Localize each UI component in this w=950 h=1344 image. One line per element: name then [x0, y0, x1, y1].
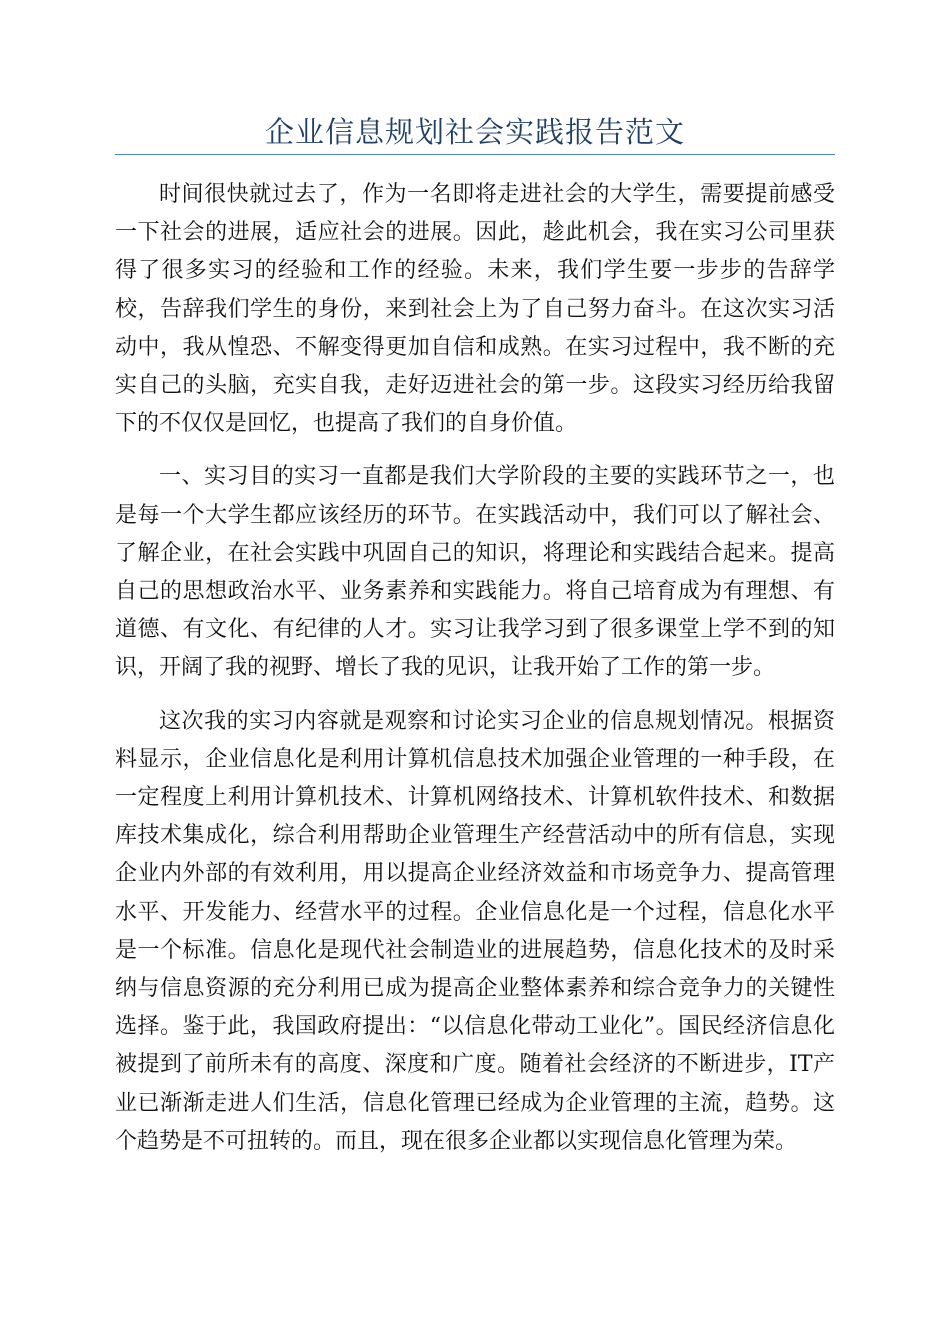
document-title: 企业信息规划社会实践报告范文 [264, 115, 685, 149]
paragraph-intro: 时间很快就过去了，作为一名即将走进社会的大学生，需要提前感受一下社会的进展，适应社会的进展。因此，趁此机会，我在实习公司里获得了很多实习的经验和工作的经验。未来，我们学生要一步步的告辞学校，告辞我们学生的身份，来到社会上为了自己努力奋斗。在这次实习活动中，我从惶恐、不解变得更加自信和成熟。在实习过程中，我不断的充实自己的头脑，充实自我，走好迈进社会的第一步。这段实习经历给我留下的不仅仅是回忆，也提高了我们的自身价值。 [115, 182, 835, 437]
paragraph-content: 这次我的实习内容就是观察和讨论实习企业的信息规划情况。根据资料显示，企业信息化是利用计算机信息技术加强企业管理的一种手段，在一定程度上利用计算机技术、计算机网络技术、计算机软件技术、和数据库技术集成化，综合利用帮助企业管理生产经营活动中的所有信息，实现企业内外部的有效利用，用以提高企业经济效益和市场竞争力、提高管理水平、开发能力、经营水平的过程。企业信息化是一个过程，信息化水平是一个标准。信息化是现代社会制造业的进展趋势，信息化技术的及时采纳与信息资源的充分利用已成为提高企业整体素养和综合竞争力的关键性选择。鉴于此，我国政府提出：“以信息化带动工业化”。国民经济信息化被提到了前所未有的高度、深度和广度。随着社会经济的不断进步，IT产业已渐渐走进人们生活，信息化管理已经成为企业管理的主流，趋势。这个趋势是不可扭转的。而且，现在很多企业都以实现信息化管理为荣。 [115, 708, 835, 1154]
document-body [115, 176, 835, 1176]
title-underline [115, 154, 835, 155]
paragraph-purpose: 一、实习目的实习一直都是我们大学阶段的主要的实践环节之一，也是每一个大学生都应该经历的环节。在实践活动中，我们可以了解社会、了解企业，在社会实践中巩固自己的知识，将理论和实践结合起来。提高自己的思想政治水平、业务素养和实践能力。将自己培育成为有理想、有道德、有文化、有纪律的人才。实习让我学习到了很多课堂上学不到的知识，开阔了我的视野、增长了我的见识，让我开始了工作的第一步。 [115, 464, 835, 681]
